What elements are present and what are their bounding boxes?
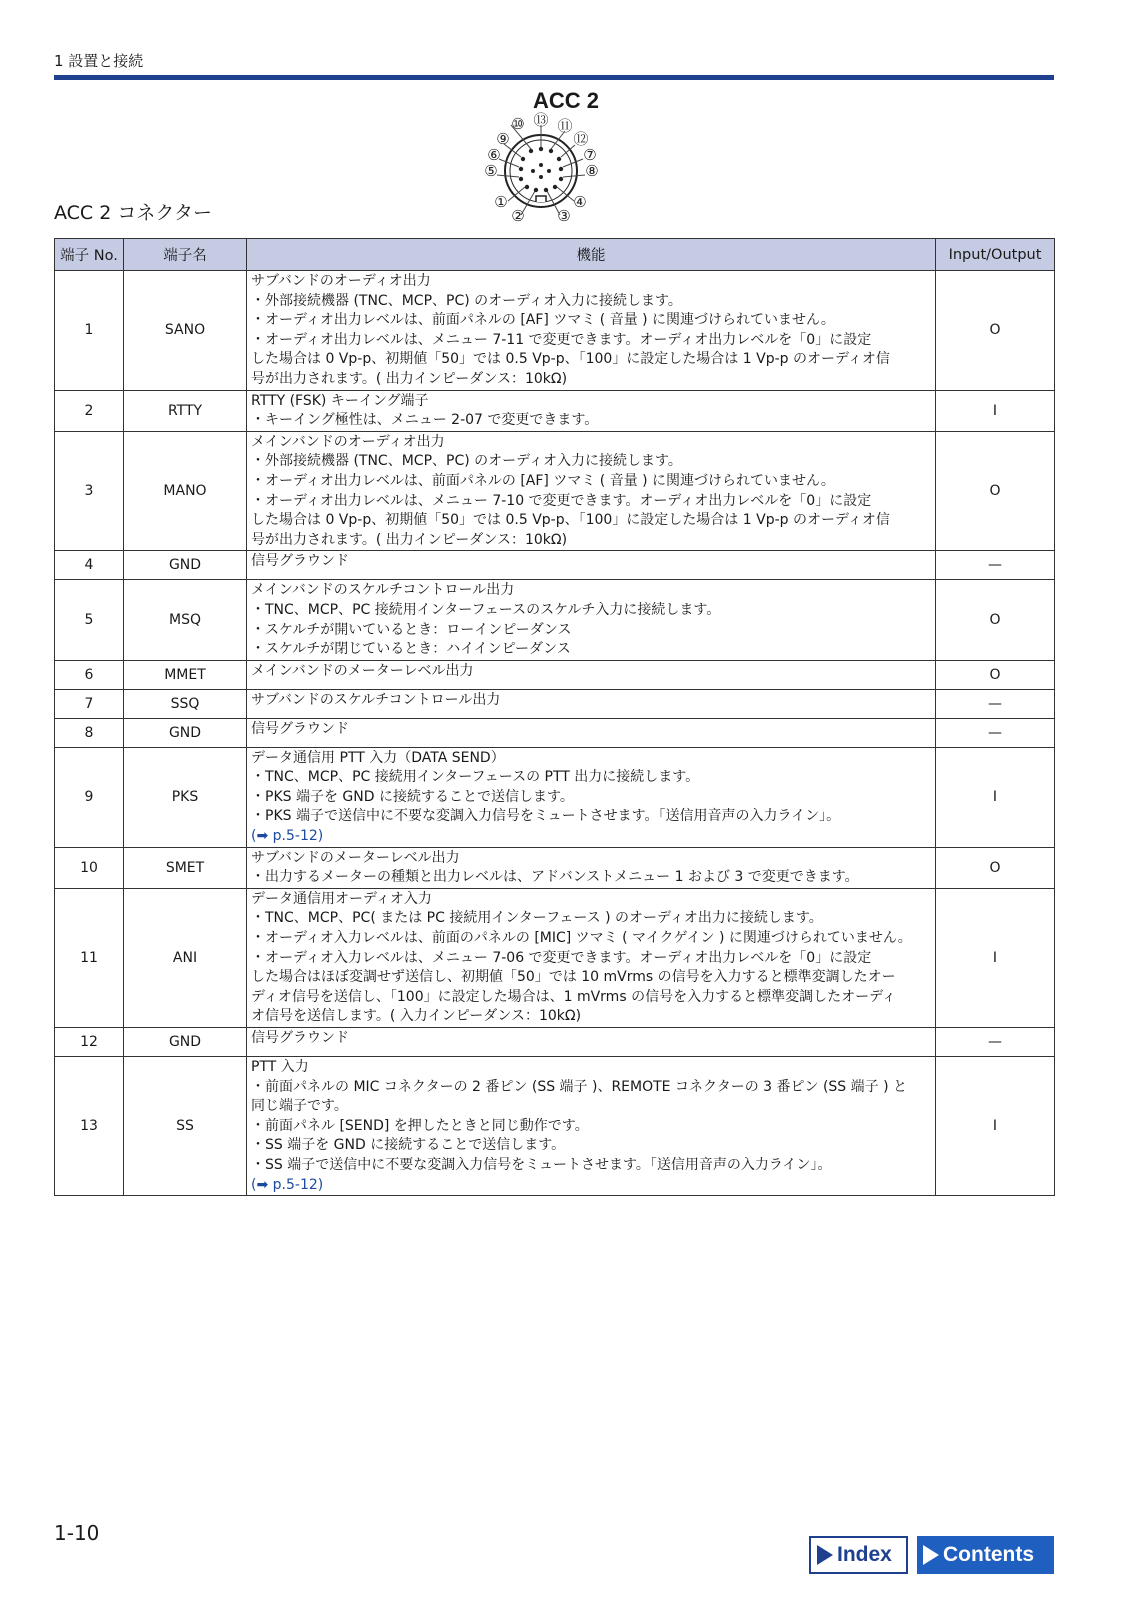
table-header-row	[55, 239, 1055, 271]
function-line: メインバンドのメーターレベル出力	[251, 662, 474, 679]
pin-number-cell: 5	[55, 580, 124, 660]
page-reference-link[interactable]: (➡ p.5-12)	[251, 1176, 324, 1193]
pin-number-cell: 9	[55, 747, 124, 847]
pin-label-4: ④	[573, 193, 587, 211]
table-row	[55, 718, 1055, 747]
pin-number-cell: 4	[55, 551, 124, 580]
pin-label-6: ⑥	[487, 146, 501, 164]
function-cell	[247, 551, 936, 580]
table-row	[55, 660, 1055, 689]
function-line: ・PKS 端子を GND に接続することで送信します。	[251, 788, 574, 805]
function-line: ・オーディオ出力レベルは、メニュー 7-11 で変更できます。オーディオ出力レベルを「0」に設定	[251, 331, 872, 348]
page-reference-link[interactable]: (➡ p.5-12)	[251, 828, 324, 845]
function-line: ディオ信号を送信し、「100」に設定した場合は、1 mVrms の信号を入力すると標準変調したオーディ	[251, 988, 896, 1005]
table-row	[55, 551, 1055, 580]
contents-button[interactable]	[917, 1536, 1054, 1574]
index-button[interactable]	[809, 1536, 908, 1574]
pin-label-3: ③	[557, 207, 571, 225]
table-row	[55, 580, 1055, 660]
function-line: ・オーディオ出力レベルは、前面パネルの [AF] ツマミ ( 音量 ) に関連づけられていません。	[251, 312, 835, 329]
pin-label-1: ①	[494, 193, 508, 211]
play-arrow-icon	[923, 1545, 939, 1565]
pin-label-13: ⑬	[533, 111, 549, 129]
io-cell: —	[936, 718, 1055, 747]
header-pin-name: 端子名	[124, 239, 247, 271]
function-line: サブバンドのオーディオ出力	[251, 273, 431, 289]
function-line: 号が出力されます。( 出力インピーダンス：10kΩ)	[251, 531, 568, 548]
io-cell: —	[936, 689, 1055, 718]
pin-name-cell: MMET	[124, 660, 247, 689]
table-row	[55, 747, 1055, 847]
function-line: 信号グラウンド	[251, 720, 349, 737]
pin-label-2: ②	[511, 207, 525, 225]
pin-number-cell: 1	[55, 271, 124, 391]
function-line: ・TNC、MCP、PC 接続用インターフェースの PTT 出力に接続します。	[251, 769, 700, 786]
function-line: した場合は 0 Vp-p、初期値「50」では 0.5 Vp-p、「100」に設定した場合は 1 Vp-p のオーディオ信	[251, 351, 890, 368]
pin-name-cell: ANI	[124, 888, 247, 1027]
io-cell: —	[936, 551, 1055, 580]
io-cell: O	[936, 580, 1055, 660]
pin-name-cell: GND	[124, 718, 247, 747]
function-line: データ通信用 PTT 入力（DATA SEND）	[251, 749, 505, 766]
function-line: ・オーディオ出力レベルは、前面パネルの [AF] ツマミ ( 音量 ) に関連づけられていません。	[251, 472, 835, 489]
function-line: データ通信用オーディオ入力	[251, 890, 432, 907]
io-cell: I	[936, 888, 1055, 1027]
function-line: ・スケルチが閉じているとき：ハイインピーダンス	[251, 641, 571, 658]
chapter-title: 1 設置と接続	[54, 52, 144, 70]
page-number: 1-10	[54, 1521, 100, 1545]
function-cell	[247, 847, 936, 888]
connector-title: ACC 2	[532, 88, 599, 113]
pin-label-7: ⑦	[583, 146, 597, 164]
io-cell: O	[936, 271, 1055, 391]
function-line: 信号グラウンド	[251, 553, 349, 570]
pin-name-cell: SMET	[124, 847, 247, 888]
pin-name-cell: SS	[124, 1057, 247, 1196]
function-line: ・外部接続機器 (TNC、MCP、PC) のオーディオ入力に接続します。	[251, 453, 682, 470]
pin-label-5: ⑤	[484, 162, 498, 180]
function-line: ・前面パネルの MIC コネクターの 2 番ピン (SS 端子 )、REMOTE コネクターの 3 番ピン (SS 端子 ) と	[251, 1078, 908, 1095]
acc2-connector-diagram	[484, 111, 614, 226]
pin-name-cell: GND	[124, 1028, 247, 1057]
index-button-label: Index	[837, 1543, 892, 1566]
function-line: ・前面パネル [SEND] を押したときと同じ動作です。	[251, 1117, 589, 1134]
function-line: ・SS 端子を GND に接続することで送信します。	[251, 1137, 566, 1154]
function-line: ・TNC、MCP、PC( または PC 接続用インターフェース ) のオーディオ出力に接続します。	[251, 910, 823, 927]
play-arrow-icon	[817, 1545, 833, 1565]
header-rule	[54, 75, 1054, 80]
pin-name-cell: MANO	[124, 431, 247, 551]
io-cell: O	[936, 847, 1055, 888]
function-line: PTT 入力	[251, 1059, 309, 1075]
table-row	[55, 689, 1055, 718]
function-line: ・外部接続機器 (TNC、MCP、PC) のオーディオ入力に接続します。	[251, 292, 682, 309]
function-line: ・PKS 端子で送信中に不要な変調入力信号をミュートさせます。「送信用音声の入力ライン」。	[251, 808, 841, 825]
pin-label-9: ⑨	[496, 130, 510, 148]
pin-name-cell: RTTY	[124, 390, 247, 431]
connector-pins	[519, 147, 563, 192]
pin-label-11: ⑪	[557, 117, 573, 135]
table-row	[55, 271, 1055, 391]
io-cell: O	[936, 660, 1055, 689]
function-cell	[247, 271, 936, 391]
table-row	[55, 390, 1055, 431]
function-line: 同じ端子です。	[251, 1098, 348, 1115]
function-cell	[247, 689, 936, 718]
function-line: メインバンドのオーディオ出力	[251, 433, 445, 450]
function-line: サブバンドのメーターレベル出力	[251, 849, 460, 866]
pin-label-12: ⑫	[573, 130, 589, 148]
table-row	[55, 1028, 1055, 1057]
pin-number-cell: 3	[55, 431, 124, 551]
io-cell: O	[936, 431, 1055, 551]
section-title: ACC 2 コネクター	[54, 202, 212, 224]
pin-number-cell: 6	[55, 660, 124, 689]
pin-number-cell: 2	[55, 390, 124, 431]
function-line: 号が出力されます。( 出力インピーダンス：10kΩ)	[251, 370, 568, 387]
function-cell	[247, 1057, 936, 1196]
function-line: オ信号を送信します。( 入力インピーダンス：10kΩ)	[251, 1008, 582, 1025]
io-cell: —	[936, 1028, 1055, 1057]
function-line: ・キーイング極性は、メニュー 2-07 で変更できます。	[251, 412, 599, 429]
header-pin-no: 端子 No.	[55, 239, 124, 271]
pin-label-8: ⑧	[585, 162, 599, 180]
pin-label-10: ⑩	[511, 115, 525, 133]
function-line: ・SS 端子で送信中に不要な変調入力信号をミュートさせます。「送信用音声の入力ライン」。	[251, 1156, 832, 1173]
pin-table-body	[55, 271, 1055, 1196]
io-cell: I	[936, 747, 1055, 847]
pin-name-cell: MSQ	[124, 580, 247, 660]
function-cell	[247, 1028, 936, 1057]
table-row	[55, 847, 1055, 888]
pin-number-cell: 11	[55, 888, 124, 1027]
function-line: RTTY (FSK) キーイング端子	[251, 392, 429, 409]
function-cell	[247, 660, 936, 689]
pin-number-cell: 8	[55, 718, 124, 747]
function-cell	[247, 431, 936, 551]
function-cell	[247, 888, 936, 1027]
pin-name-cell: GND	[124, 551, 247, 580]
function-line: メインバンドのスケルチコントロール出力	[251, 582, 515, 599]
function-line: ・スケルチが開いているとき：ローインピーダンス	[251, 621, 572, 638]
io-cell: I	[936, 1057, 1055, 1196]
pin-name-cell: PKS	[124, 747, 247, 847]
pin-name-cell: SANO	[124, 271, 247, 391]
function-line: した場合は 0 Vp-p、初期値「50」では 0.5 Vp-p、「100」に設定した場合は 1 Vp-p のオーディオ信	[251, 512, 890, 529]
pin-number-cell: 7	[55, 689, 124, 718]
table-row	[55, 1057, 1055, 1196]
pin-table	[54, 238, 1055, 1196]
function-line: ・TNC、MCP、PC 接続用インターフェースのスケルチ入力に接続します。	[251, 601, 721, 618]
pin-number-cell: 12	[55, 1028, 124, 1057]
function-line: ・出力するメーターの種類と出力レベルは、アドバンストメニュー 1 および 3 で変更できます。	[251, 869, 859, 886]
function-line: ・オーディオ入力レベルは、前面のパネルの [MIC] ツマミ ( マイクゲイン ) に関連づけられていません。	[251, 930, 912, 947]
contents-button-label: Contents	[943, 1543, 1034, 1566]
function-cell	[247, 718, 936, 747]
io-cell: I	[936, 390, 1055, 431]
pin-number-cell: 13	[55, 1057, 124, 1196]
function-line: サブバンドのスケルチコントロール出力	[251, 691, 501, 708]
function-line: 信号グラウンド	[251, 1030, 349, 1046]
pin-name-cell: SSQ	[124, 689, 247, 718]
table-row	[55, 431, 1055, 551]
function-cell	[247, 747, 936, 847]
header-input-output: Input/Output	[936, 239, 1055, 271]
pin-number-cell: 10	[55, 847, 124, 888]
function-line: した場合はほぼ変調せず送信し、初期値「50」では 10 mVrms の信号を入力すると標準変調したオー	[251, 969, 896, 986]
table-row	[55, 888, 1055, 1027]
function-cell	[247, 580, 936, 660]
function-line: ・オーディオ出力レベルは、メニュー 7-10 で変更できます。オーディオ出力レベルを「0」に設定	[251, 492, 872, 509]
function-line: ・オーディオ入力レベルは、メニュー 7-06 で変更できます。オーディオ出力レベルを「0」に設定	[251, 949, 872, 966]
header-function: 機能	[247, 239, 936, 271]
function-cell	[247, 390, 936, 431]
connector-key-notch	[536, 196, 546, 202]
